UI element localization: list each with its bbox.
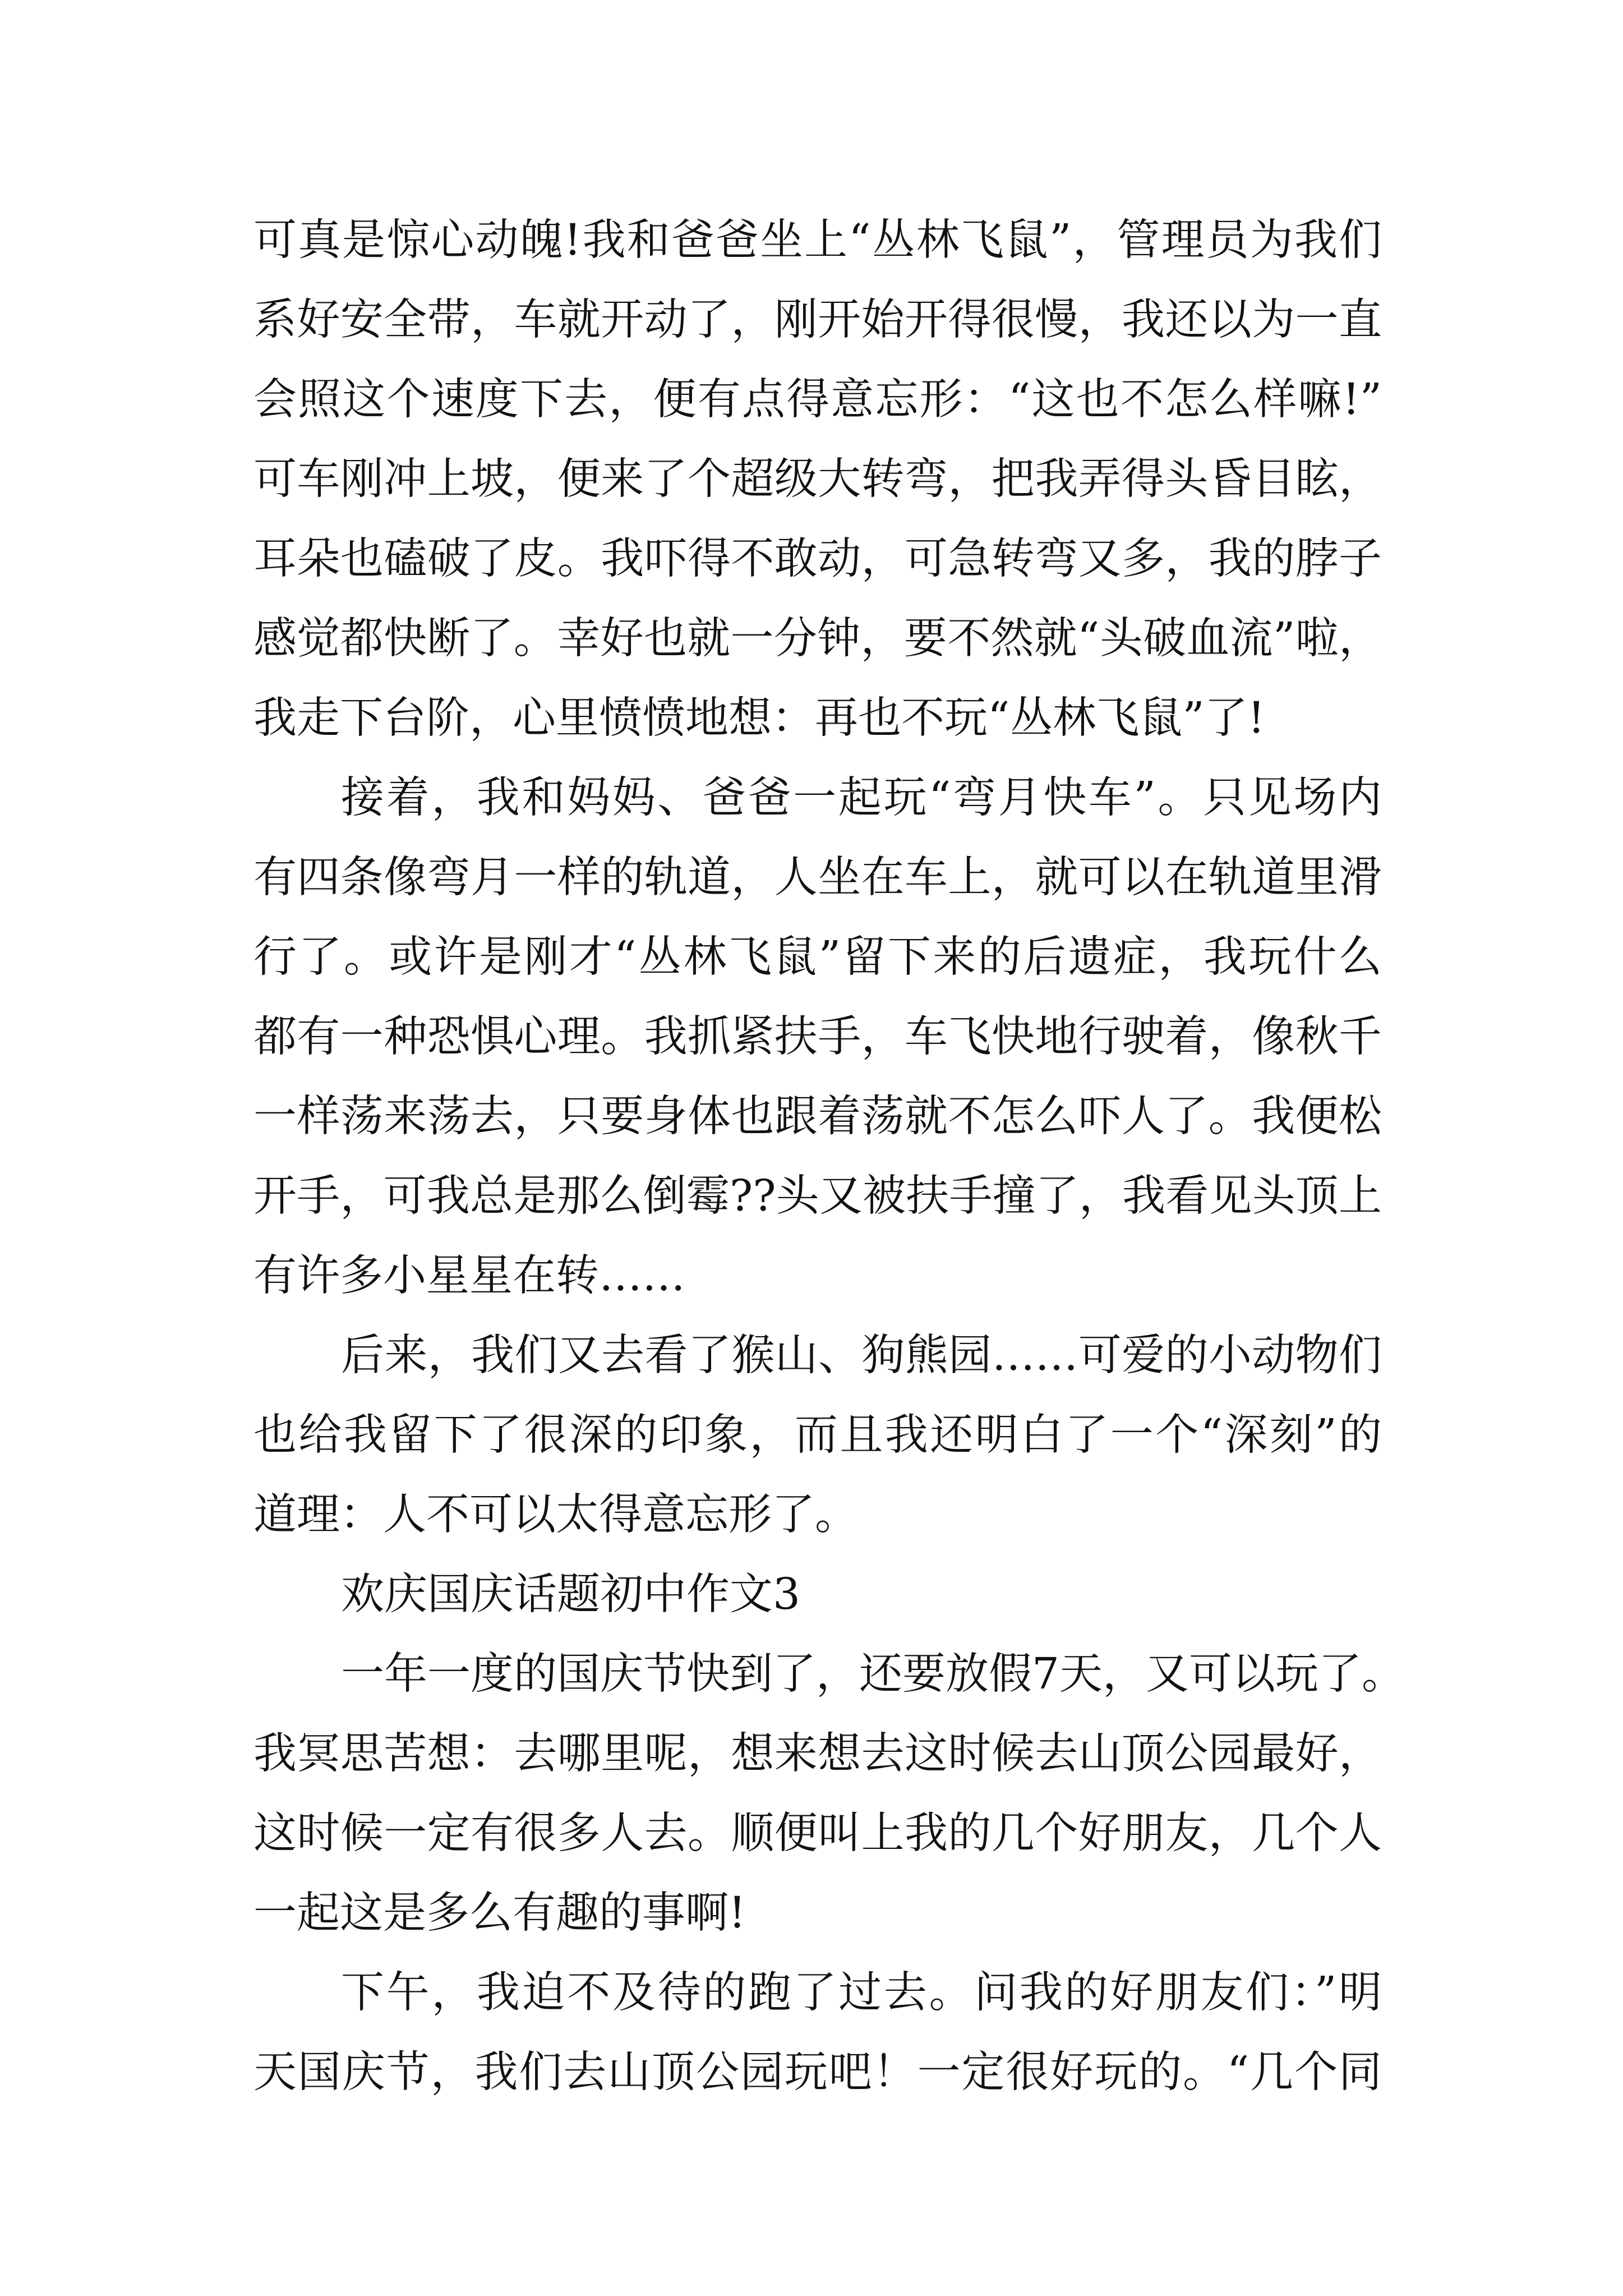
paragraph bbox=[253, 1316, 1382, 1555]
text-line: 会照这个速度下去，便有点得意忘形：“这也不怎么样嘛!” bbox=[253, 375, 1382, 425]
text-line: 我冥思苦想：去哪里呢，想来想去这时候去山顶公园最好， bbox=[253, 1729, 1382, 1779]
text-line: 这时候一定有很多人去。顺便叫上我的几个好朋友，几个人 bbox=[253, 1809, 1382, 1858]
paragraph bbox=[253, 201, 1382, 758]
text-line: 都有一种恐惧心理。我抓紧扶手，车飞快地行驶着，像秋千 bbox=[253, 1012, 1382, 1062]
text-line: 行了。或许是刚才“丛林飞鼠”留下来的后遗症，我玩什么 bbox=[253, 932, 1382, 982]
text-line: 后来，我们又去看了猴山、狗熊园……可爱的小动物们 bbox=[341, 1331, 1382, 1381]
text-line: 道理：人不可以太得意忘形了。 bbox=[253, 1490, 858, 1540]
paragraph bbox=[253, 1953, 1382, 2113]
text-line: 系好安全带，车就开动了，刚开始开得很慢，我还以为一直 bbox=[253, 295, 1382, 345]
text-line: 我走下台阶，心里愤愤地想：再也不玩“丛林飞鼠”了! bbox=[253, 693, 1265, 743]
text-line: 可真是惊心动魄!我和爸爸坐上“丛林飞鼠”，管理员为我们 bbox=[253, 215, 1382, 265]
paragraph bbox=[253, 758, 1382, 1316]
text-line: 一样荡来荡去，只要身体也跟着荡就不怎么吓人了。我便松 bbox=[253, 1092, 1382, 1142]
text-line: 天国庆节，我们去山顶公园玩吧！一定很好玩的。“几个同 bbox=[253, 2047, 1382, 2097]
section-heading-block bbox=[253, 1555, 1382, 1635]
text-line: 开手，可我总是那么倒霉??头又被扶手撞了，我看见头顶上 bbox=[253, 1171, 1382, 1221]
text-line: 一起这是多么有趣的事啊! bbox=[253, 1888, 746, 1938]
text-line: 可车刚冲上坡，便来了个超级大转弯，把我弄得头昏目眩， bbox=[253, 454, 1382, 504]
text-line: 有许多小星星在转…… bbox=[253, 1251, 685, 1301]
section-heading: 欢庆国庆话题初中作文3 bbox=[341, 1570, 800, 1619]
body-text bbox=[253, 201, 1405, 2113]
text-line: 也给我留下了很深的印象，而且我还明白了一个“深刻”的 bbox=[253, 1410, 1382, 1460]
text-line: 一年一度的国庆节快到了，还要放假7天，又可以玩了。 bbox=[341, 1649, 1405, 1699]
text-line: 有四条像弯月一样的轨道，人坐在车上，就可以在轨道里滑 bbox=[253, 853, 1382, 903]
text-line: 下午，我迫不及待的跑了过去。问我的好朋友们：”明 bbox=[341, 1968, 1382, 2018]
text-line: 感觉都快断了。幸好也就一分钟，要不然就“头破血流”啦， bbox=[253, 614, 1382, 664]
text-line: 耳朵也磕破了皮。我吓得不敢动，可急转弯又多，我的脖子 bbox=[253, 534, 1382, 584]
paragraph bbox=[253, 1635, 1405, 1953]
text-line: 接着，我和妈妈、爸爸一起玩“弯月快车”。只见场内 bbox=[341, 773, 1382, 823]
